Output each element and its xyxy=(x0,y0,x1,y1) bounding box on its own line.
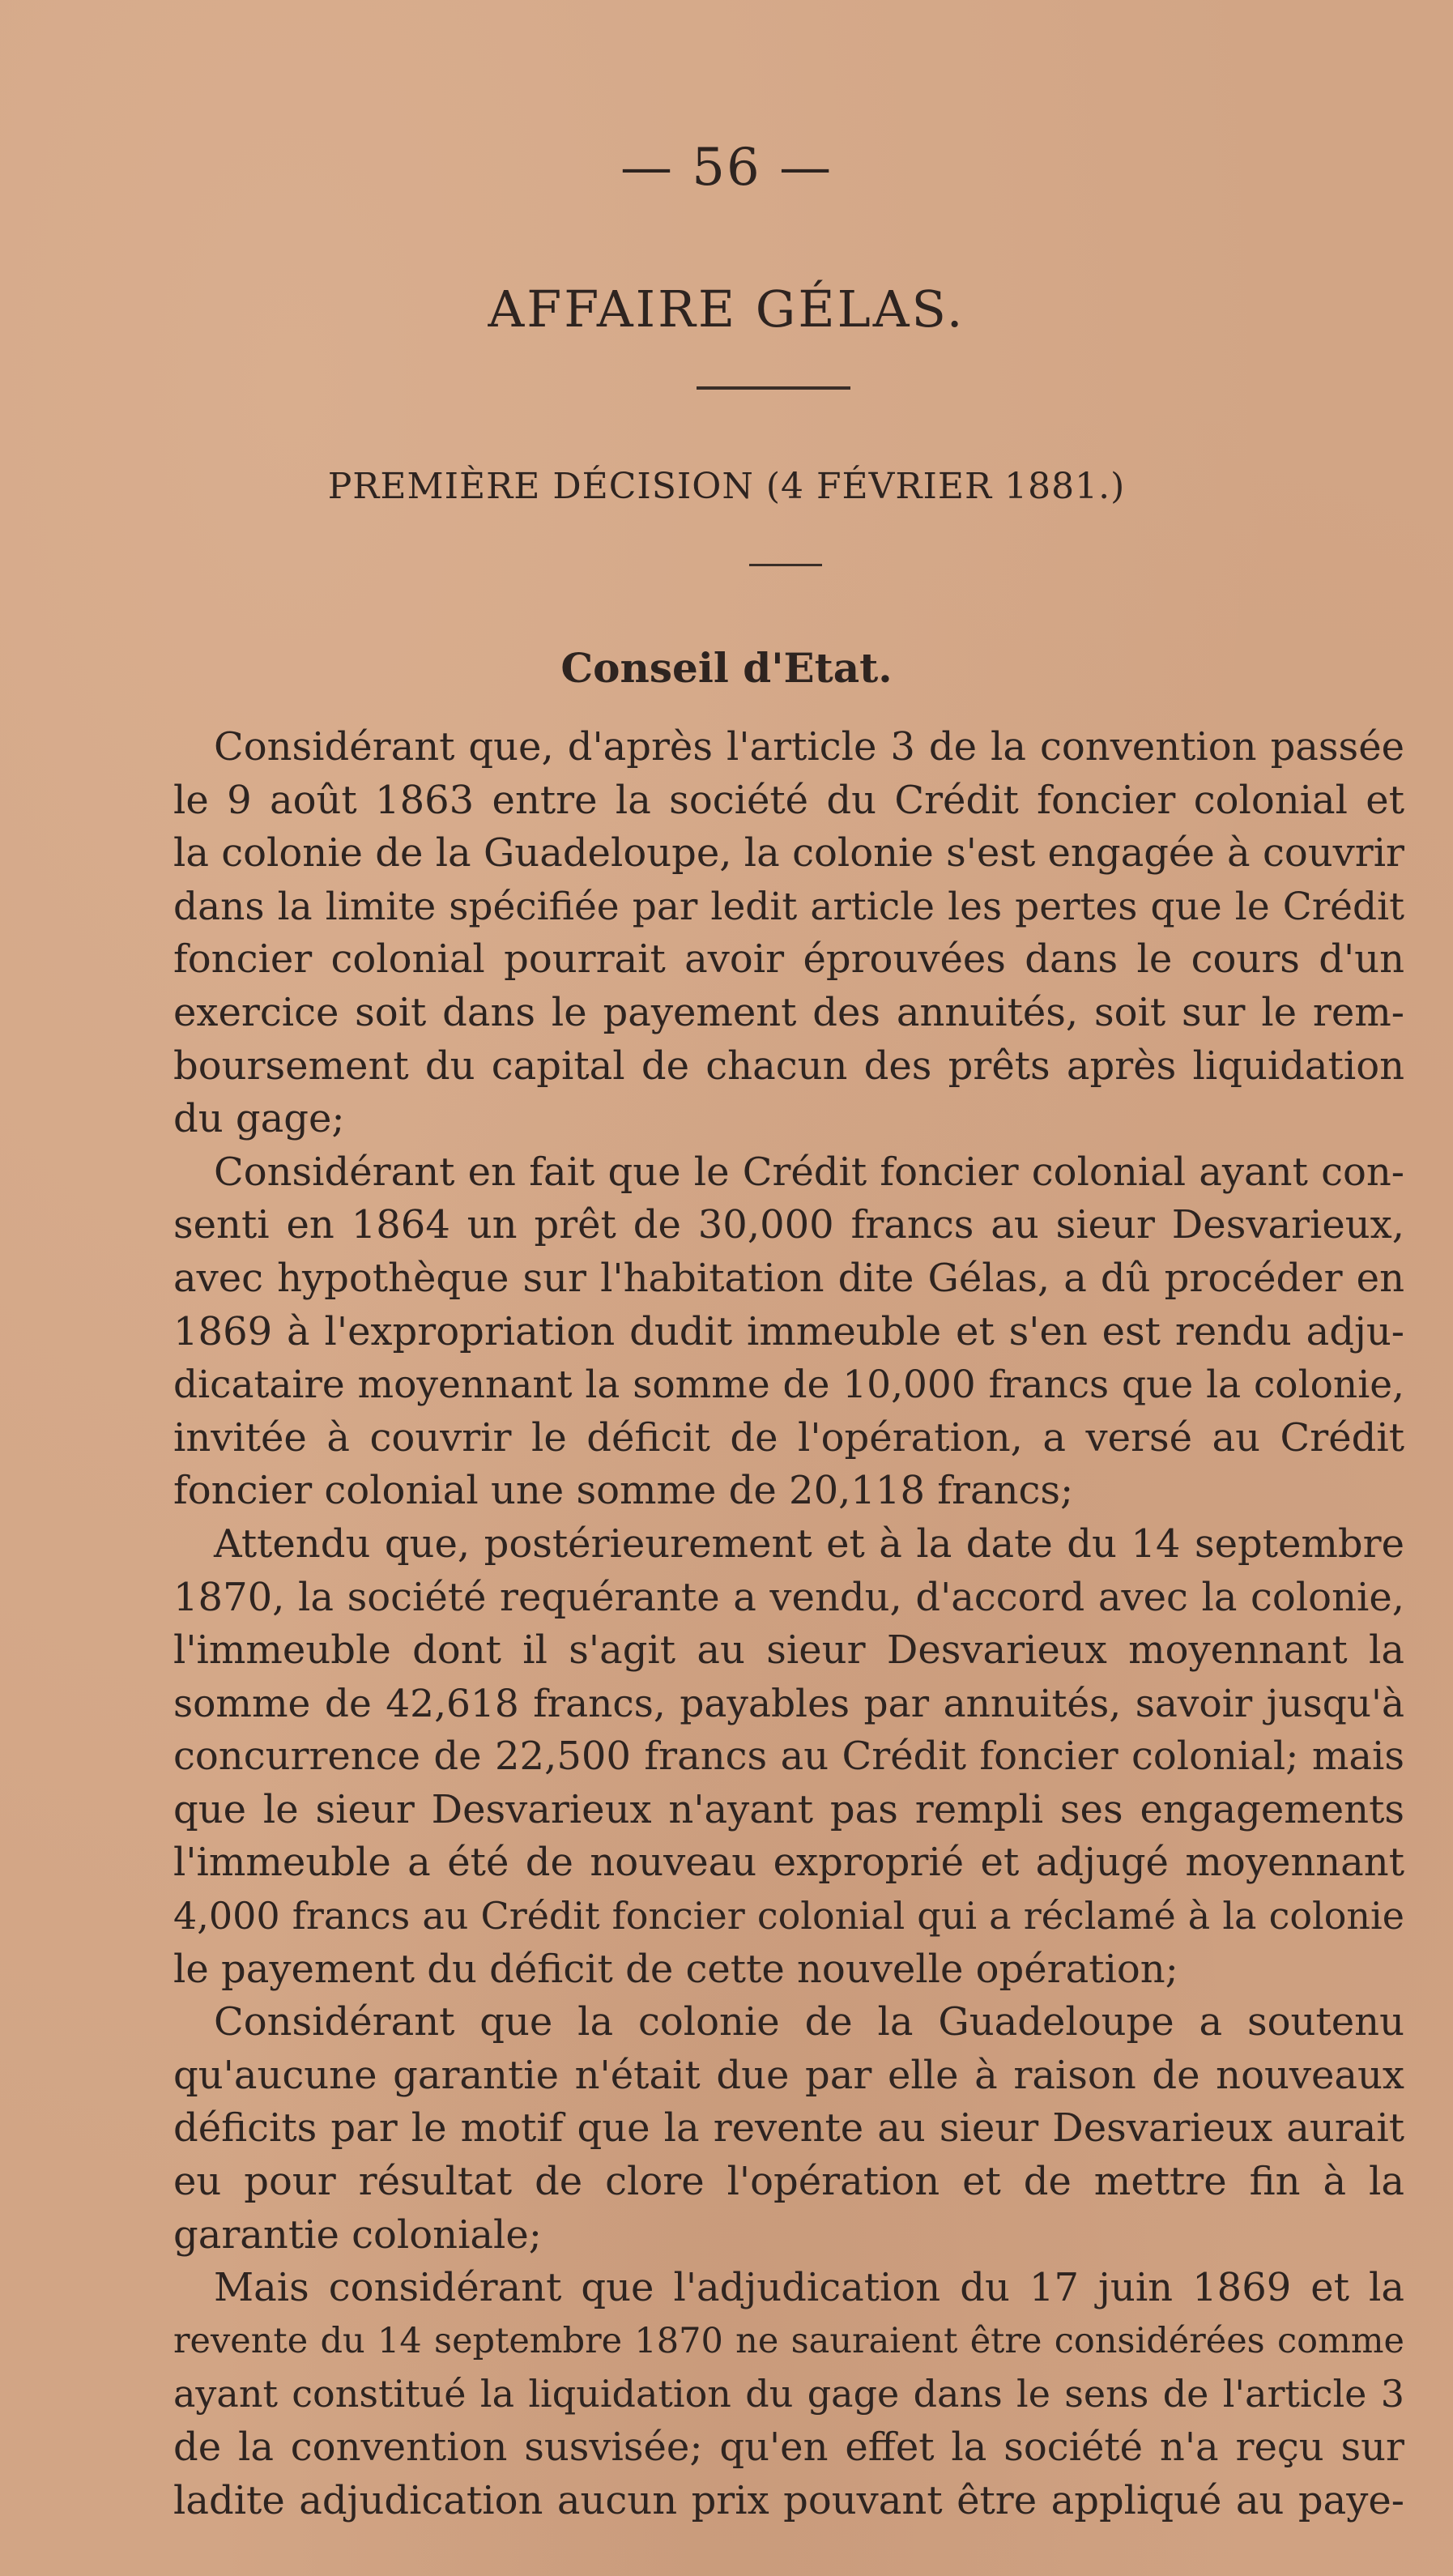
text-line: 1869 à l'expropriation dudit immeuble et s'en est rendu adju- xyxy=(173,1308,1404,1354)
text-line: Attendu que, postérieurement et à la date du 14 septembre xyxy=(214,1520,1404,1567)
text-line: boursement du capital de chacun des prêts après liquidation xyxy=(173,1043,1404,1089)
text-line: l'immeuble a été de nouveau exproprié et adjugé moyennant xyxy=(173,1840,1404,1886)
text-line: qu'aucune garantie n'était due par elle à raison de nouveaux xyxy=(173,2052,1404,2098)
text-line: l'immeuble dont il s'agit au sieur Desvarieux moyennant la xyxy=(173,1627,1404,1674)
text-line: le payement du déficit de cette nouvelle opération; xyxy=(173,1946,1178,1992)
page-number: — 56 — xyxy=(620,138,833,198)
text-line: Considérant en fait que le Crédit foncier colonial ayant con- xyxy=(214,1149,1404,1195)
text-line: 1870, la société requérante a vendu, d'accord avec la colonie, xyxy=(173,1574,1404,1620)
text-line: dans la limite spécifiée par ledit article les pertes que le Crédit xyxy=(173,884,1404,929)
text-line: ladite adjudication aucun prix pouvant être appliqué au paye- xyxy=(173,2477,1404,2523)
text-line: ayant constitué la liquidation du gage dans le sens de l'article 3 xyxy=(173,2372,1404,2416)
text-line: du gage; xyxy=(173,1096,345,1142)
body-text xyxy=(173,721,1404,2527)
text-line: de la convention susvisée; qu'en effet la société n'a reçu sur xyxy=(173,2425,1404,2470)
text-line: 4,000 francs au Crédit foncier colonial qui a réclamé à la colonie xyxy=(173,1894,1404,1938)
text-line: déficits par le motif que la revente au sieur Desvarieux aurait xyxy=(173,2105,1404,2152)
document-title: AFFAIRE GÉLAS. xyxy=(488,279,965,339)
text-line: la colonie de la Guadeloupe, la colonie s'est engagée à couvrir xyxy=(173,830,1404,876)
text-line: foncier colonial une somme de 20,118 francs; xyxy=(173,1468,1074,1514)
text-line: revente du 14 septembre 1870 ne sauraient être considérées comme xyxy=(173,2320,1404,2361)
decision-heading: PREMIÈRE DÉCISION (4 FÉVRIER 1881.) xyxy=(327,466,1126,507)
text-line: garantie coloniale; xyxy=(173,2211,542,2258)
text-line: foncier colonial pourrait avoir éprouvées dans le cours d'un xyxy=(173,936,1404,983)
text-line: eu pour résultat de clore l'opération et de mettre fin à la xyxy=(173,2159,1404,2205)
text-line: dicataire moyennant la somme de 10,000 francs que la colonie, xyxy=(173,1363,1404,1408)
text-line: que le sieur Desvarieux n'ayant pas rempli ses engagements xyxy=(173,1786,1404,1832)
title-divider xyxy=(697,386,850,390)
text-line: Considérant que, d'après l'article 3 de la convention passée xyxy=(214,724,1404,770)
heading-divider xyxy=(749,564,822,566)
text-line: senti en 1864 un prêt de 30,000 francs au sieur Desvarieux, xyxy=(173,1202,1404,1248)
text-line: somme de 42,618 francs, payables par annuités, savoir jusqu'à xyxy=(173,1681,1404,1726)
text-line: le 9 août 1863 entre la société du Crédit foncier colonial et xyxy=(173,777,1404,823)
text-line: invitée à couvrir le déficit de l'opération, a versé au Crédit xyxy=(173,1414,1404,1461)
text-line: concurrence de 22,500 francs au Crédit foncier colonial; mais xyxy=(173,1734,1404,1780)
text-line: exercice soit dans le payement des annuités, soit sur le rem- xyxy=(173,989,1404,1035)
court-name: Conseil d'Etat. xyxy=(560,644,893,692)
text-line: avec hypothèque sur l'habitation dite Gélas, a dû procéder en xyxy=(173,1255,1404,1301)
text-line: Considérant que la colonie de la Guadeloupe a soutenu xyxy=(214,1999,1404,2045)
text-line: Mais considérant que l'adjudication du 17 juin 1869 et la xyxy=(214,2265,1404,2311)
